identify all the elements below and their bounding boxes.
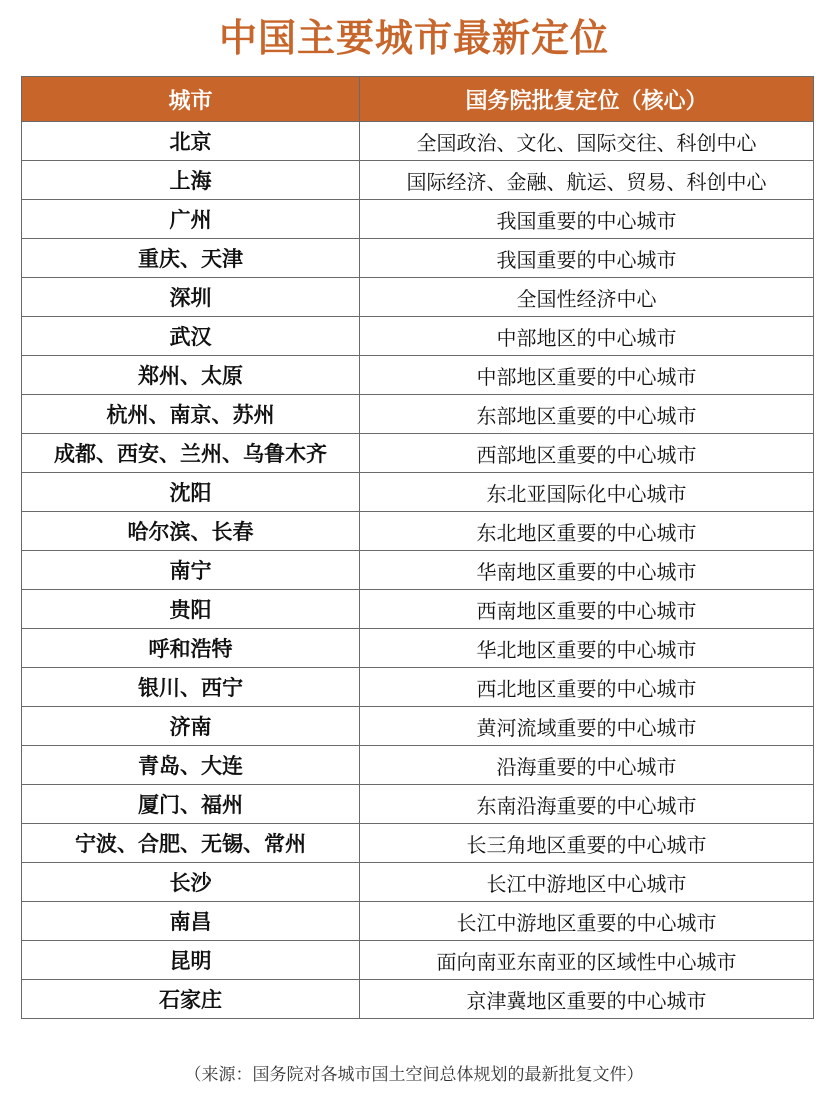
city-cell: 杭州、南京、苏州 <box>22 395 360 434</box>
source-note: （来源：国务院对各城市国土空间总体规划的最新批复文件） <box>184 1065 644 1085</box>
city-cell: 银川、西宁 <box>22 668 360 707</box>
table-row <box>22 590 814 629</box>
position-cell: 华南地区重要的中心城市 <box>360 551 814 590</box>
position-cell: 中部地区的中心城市 <box>360 317 814 356</box>
table-row <box>22 278 814 317</box>
city-positioning-table <box>21 76 814 1019</box>
table-row <box>22 473 814 512</box>
table-row <box>22 239 814 278</box>
city-cell: 济南 <box>22 707 360 746</box>
position-cell: 国际经济、金融、航运、贸易、科创中心 <box>360 161 814 200</box>
position-cell: 我国重要的中心城市 <box>360 200 814 239</box>
city-cell: 长沙 <box>22 863 360 902</box>
position-cell: 长江中游地区重要的中心城市 <box>360 902 814 941</box>
position-cell: 西南地区重要的中心城市 <box>360 590 814 629</box>
city-cell: 南昌 <box>22 902 360 941</box>
city-cell: 郑州、太原 <box>22 356 360 395</box>
table-row <box>22 707 814 746</box>
table-row <box>22 863 814 902</box>
table-header-row <box>22 77 814 122</box>
position-cell: 沿海重要的中心城市 <box>360 746 814 785</box>
position-cell: 全国性经济中心 <box>360 278 814 317</box>
table-row <box>22 317 814 356</box>
table-row <box>22 980 814 1019</box>
position-cell: 长江中游地区中心城市 <box>360 863 814 902</box>
city-cell: 成都、西安、兰州、乌鲁木齐 <box>22 434 360 473</box>
table-row <box>22 161 814 200</box>
position-cell: 东部地区重要的中心城市 <box>360 395 814 434</box>
city-cell: 厦门、福州 <box>22 785 360 824</box>
table-row <box>22 785 814 824</box>
position-cell: 西部地区重要的中心城市 <box>360 434 814 473</box>
position-cell: 东南沿海重要的中心城市 <box>360 785 814 824</box>
table-row <box>22 200 814 239</box>
city-cell: 呼和浩特 <box>22 629 360 668</box>
city-cell: 上海 <box>22 161 360 200</box>
position-cell: 京津冀地区重要的中心城市 <box>360 980 814 1019</box>
table-body <box>22 122 814 1019</box>
table-row <box>22 356 814 395</box>
city-cell: 武汉 <box>22 317 360 356</box>
table-row <box>22 824 814 863</box>
position-cell: 全国政治、文化、国际交往、科创中心 <box>360 122 814 161</box>
city-cell: 昆明 <box>22 941 360 980</box>
table-row <box>22 122 814 161</box>
table-row <box>22 629 814 668</box>
city-cell: 北京 <box>22 122 360 161</box>
position-cell: 华北地区重要的中心城市 <box>360 629 814 668</box>
table-row <box>22 746 814 785</box>
position-cell: 面向南亚东南亚的区域性中心城市 <box>360 941 814 980</box>
city-cell: 广州 <box>22 200 360 239</box>
position-cell: 中部地区重要的中心城市 <box>360 356 814 395</box>
table-row <box>22 902 814 941</box>
city-cell: 深圳 <box>22 278 360 317</box>
table-row <box>22 941 814 980</box>
table-row <box>22 551 814 590</box>
table-row <box>22 512 814 551</box>
city-cell: 宁波、合肥、无锡、常州 <box>22 824 360 863</box>
city-cell: 哈尔滨、长春 <box>22 512 360 551</box>
table-row <box>22 668 814 707</box>
position-cell: 长三角地区重要的中心城市 <box>360 824 814 863</box>
position-cell: 东北地区重要的中心城市 <box>360 512 814 551</box>
city-cell: 贵阳 <box>22 590 360 629</box>
table-row <box>22 434 814 473</box>
city-cell: 重庆、天津 <box>22 239 360 278</box>
city-cell: 南宁 <box>22 551 360 590</box>
position-cell: 我国重要的中心城市 <box>360 239 814 278</box>
column-header-city: 城市 <box>22 77 360 122</box>
position-cell: 黄河流域重要的中心城市 <box>360 707 814 746</box>
column-header-position: 国务院批复定位（核心） <box>360 77 814 122</box>
city-cell: 沈阳 <box>22 473 360 512</box>
city-cell: 青岛、大连 <box>22 746 360 785</box>
position-cell: 东北亚国际化中心城市 <box>360 473 814 512</box>
city-cell: 石家庄 <box>22 980 360 1019</box>
position-cell: 西北地区重要的中心城市 <box>360 668 814 707</box>
page-title: 中国主要城市最新定位 <box>218 16 609 60</box>
table-row <box>22 395 814 434</box>
